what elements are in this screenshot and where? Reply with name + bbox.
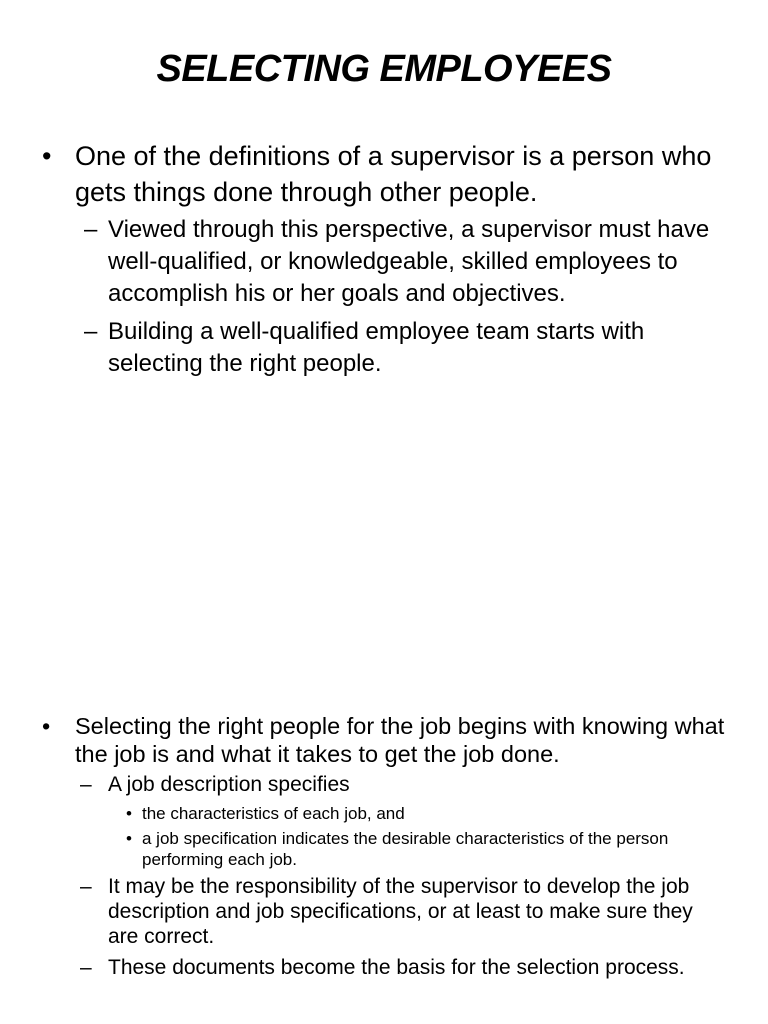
sub-bullet-text: Building a well-qualified employee team starts with selecting the right people. <box>108 318 645 377</box>
sub-bullet-item <box>42 955 728 980</box>
sub-bullet-text: Viewed through this perspective, a supervisor must have well-qualified, or knowledgeable, skilled employees to accomplish his or her goals and objectives. <box>108 216 710 307</box>
bullet-text: Selecting the right people for the job begins with knowing what the job is and what it takes to get the job done. <box>75 713 725 767</box>
sub-sub-bullet-text: the characteristics of each job, and <box>142 804 405 823</box>
slide-2 <box>0 600 768 1024</box>
bullet-marker: • <box>42 141 52 171</box>
sub-bullet-text: A job description specifies <box>108 773 350 796</box>
sub-sub-bullet-text: a job specification indicates the desirable characteristics of the person performing each job. <box>142 829 669 869</box>
bullet-text: One of the definitions of a supervisor is a person who gets things done through other people. <box>75 141 712 207</box>
sub-bullet-text: These documents become the basis for the selection process. <box>108 956 685 979</box>
dash-marker: – <box>80 956 92 979</box>
dash-marker: – <box>84 216 98 243</box>
bullet-marker: • <box>42 713 51 739</box>
dash-marker: – <box>84 318 98 345</box>
dash-marker: – <box>80 773 92 796</box>
slide-1-bullet-list <box>42 138 728 386</box>
sub-sub-bullet-item <box>42 828 728 870</box>
bullet-item <box>42 712 728 768</box>
sub-bullet-item <box>42 874 728 949</box>
bullet-item <box>42 138 728 210</box>
bullet-marker: • <box>126 804 132 823</box>
sub-bullet-text: It may be the responsibility of the supervisor to develop the job description and job specifications, or at least to make sure they are correct. <box>108 875 693 948</box>
sub-bullet-item <box>42 214 728 310</box>
dash-marker: – <box>80 875 92 898</box>
slide-2-bullet-list <box>42 712 728 986</box>
sub-bullet-item <box>42 316 728 380</box>
sub-bullet-item <box>42 772 728 797</box>
slide-title: SELECTING EMPLOYEES <box>156 48 612 90</box>
bullet-marker: • <box>126 829 132 848</box>
sub-sub-bullet-item <box>42 803 728 824</box>
